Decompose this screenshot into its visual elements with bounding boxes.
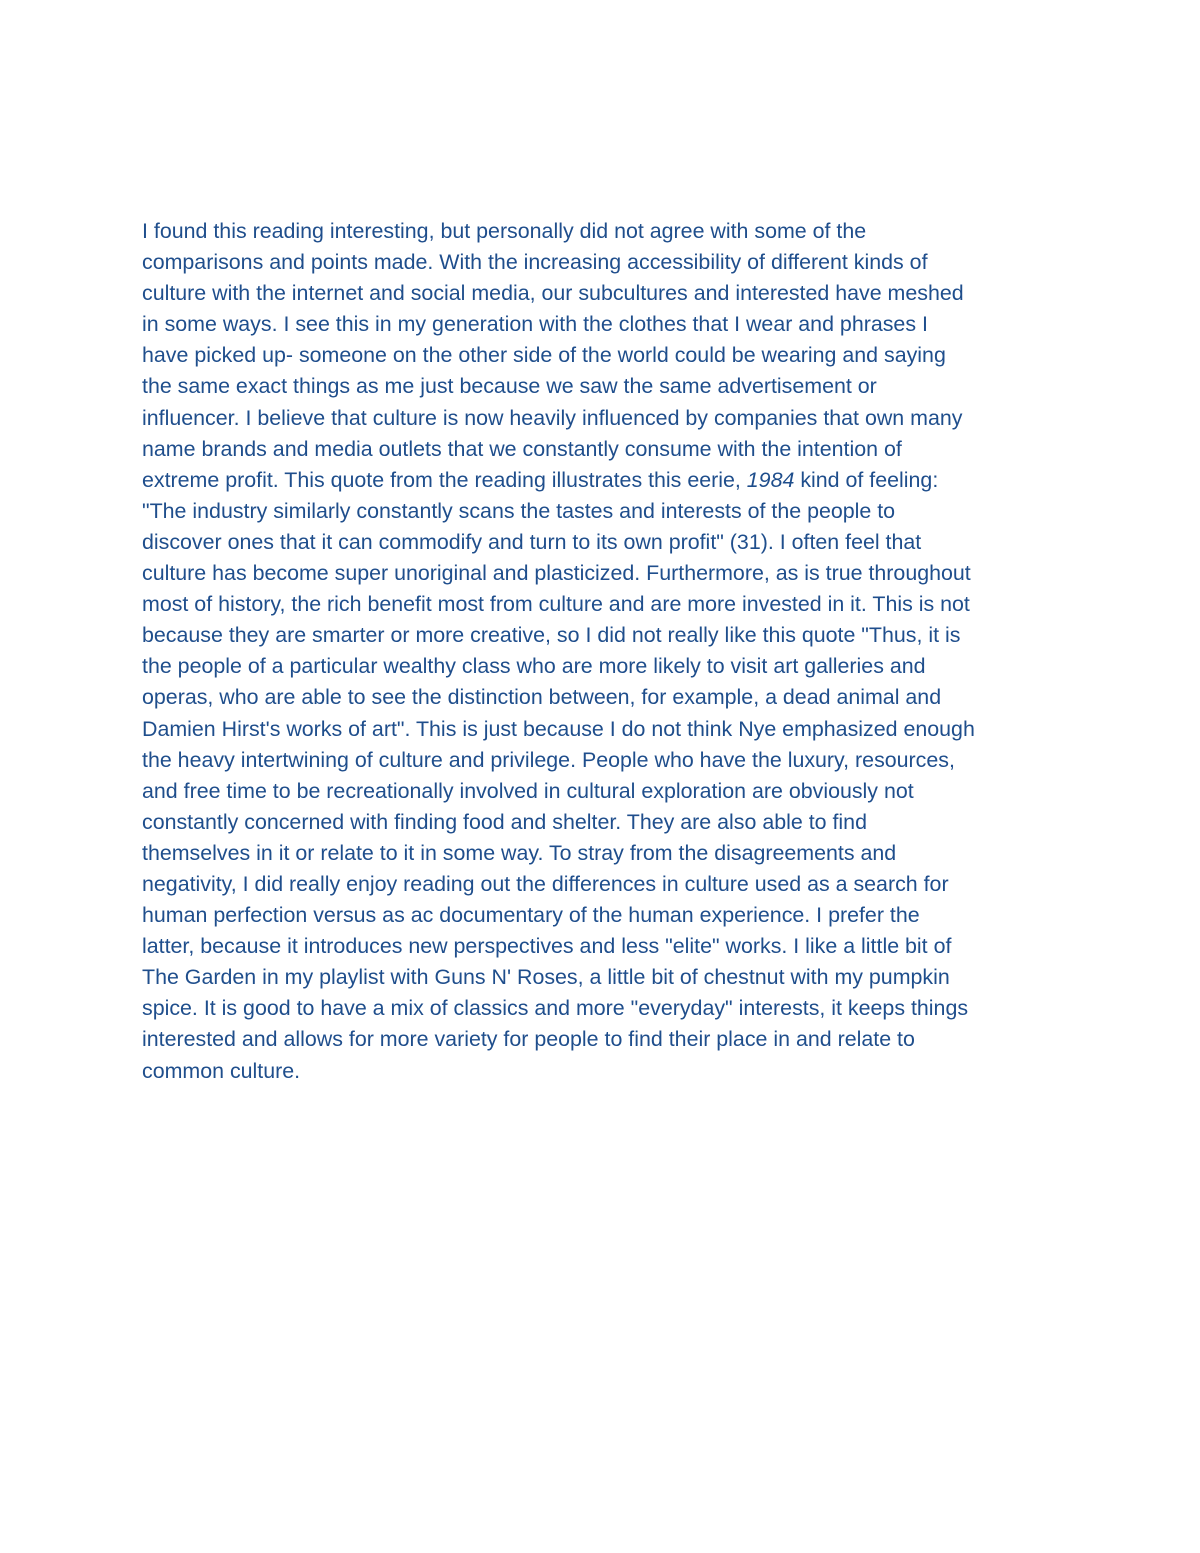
text-line-15: the people of a particular wealthy class who are more likely to visit art galleries and	[142, 654, 926, 679]
text-line-10: "The industry similarly constantly scans the tastes and interests of the people to	[142, 498, 896, 523]
text-line-8: name brands and media outlets that we constantly consume with the intention of	[142, 436, 902, 461]
text-line-9	[142, 465, 1082, 496]
text-line-12: culture has become super unoriginal and plasticized. Furthermore, as is true throughout	[142, 561, 971, 586]
text-line-26: spice. It is good to have a mix of classics and more "everyday" interests, it keeps things	[142, 996, 969, 1021]
text-line-11: discover ones that it can commodify and turn to its own profit" (31). I often feel that	[142, 529, 922, 554]
text-line-25: The Garden in my playlist with Guns N' Roses, a little bit of chestnut with my pumpkin	[142, 965, 950, 990]
text-line-3: culture with the internet and social media, our subcultures and interested have meshed	[142, 281, 964, 306]
text-line-14: because they are smarter or more creative, so I did not really like this quote "Thus, it is	[142, 623, 961, 648]
text-line-6: the same exact things as me just because we saw the same advertisement or	[142, 374, 877, 399]
text-line-22: negativity, I did really enjoy reading out the differences in culture used as a search for	[142, 871, 949, 896]
text-line-1: I found this reading interesting, but personally did not agree with some of the	[142, 219, 867, 243]
italic-title-1984: 1984	[746, 467, 795, 492]
text-line-28: common culture.	[142, 1058, 301, 1083]
text-line-7: influencer. I believe that culture is now heavily influenced by companies that own many	[142, 405, 963, 430]
text-line-24: latter, because it introduces new perspectives and less "elite" works. I like a little bit of	[142, 934, 952, 959]
text-line-13: most of history, the rich benefit most from culture and are more invested in it. This is not	[142, 592, 970, 617]
text-line-5: have picked up- someone on the other side of the world could be wearing and saying	[142, 343, 946, 368]
text-line-18: the heavy intertwining of culture and privilege. People who have the luxury, resources,	[142, 747, 955, 772]
text-line-23: human perfection versus as ac documentary of the human experience. I prefer the	[142, 903, 920, 928]
text-line-4: in some ways. I see this in my generation with the clothes that I wear and phrases I	[142, 312, 928, 337]
text-line-27: interested and allows for more variety for people to find their place in and relate to	[142, 1027, 915, 1052]
text-line-9-after: kind of feeling:	[794, 467, 939, 492]
text-line-20: constantly concerned with finding food and shelter. They are also able to find	[142, 809, 867, 834]
text-line-9-before: extreme profit. This quote from the reading illustrates this eerie,	[142, 467, 747, 492]
text-line-16: operas, who are able to see the distinction between, for example, a dead animal and	[142, 685, 942, 710]
text-line-2: comparisons and points made. With the increasing accessibility of different kinds of	[142, 250, 928, 275]
text-line-17: Damien Hirst's works of art". This is just because I do not think Nye emphasized enough	[142, 716, 975, 741]
body-paragraph	[142, 216, 1082, 1087]
text-line-19: and free time to be recreationally involved in cultural exploration are obviously not	[142, 778, 914, 803]
text-line-21: themselves in it or relate to it in some way. To stray from the disagreements and	[142, 840, 897, 865]
